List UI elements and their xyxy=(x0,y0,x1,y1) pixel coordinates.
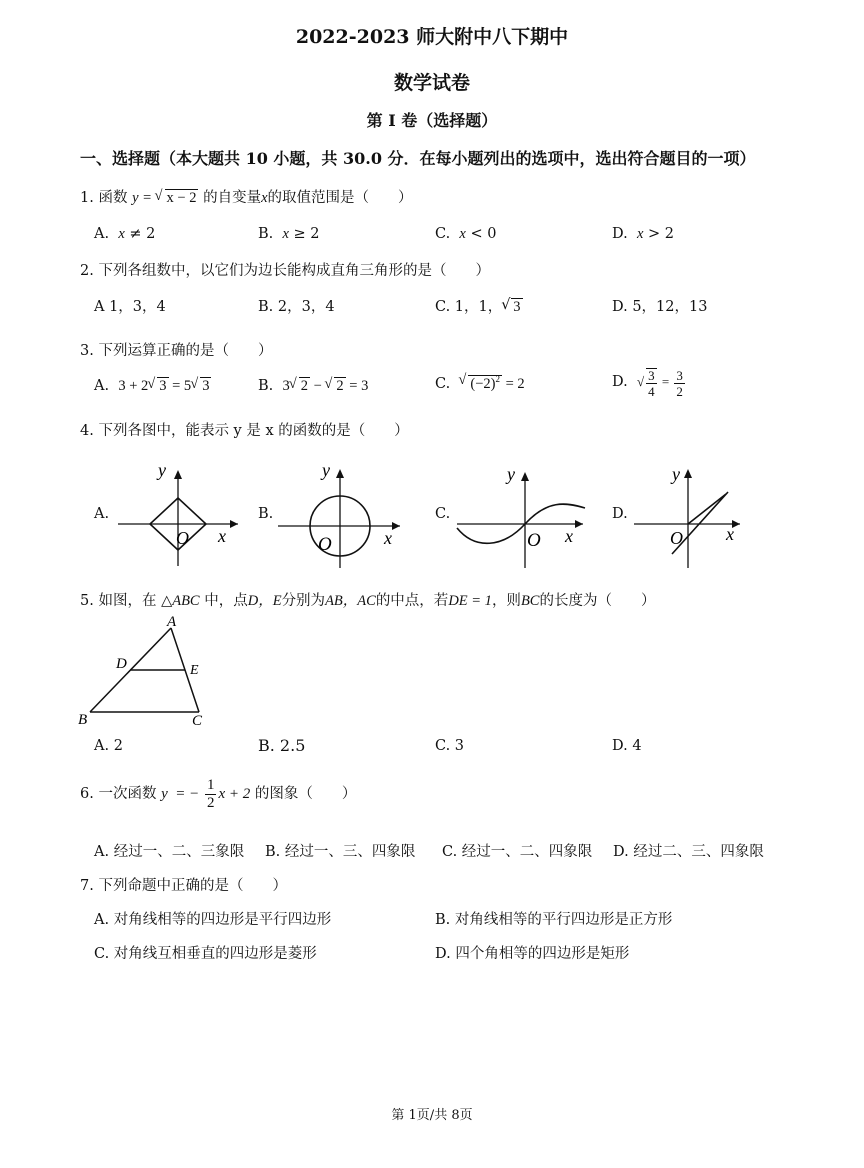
question-1: 1. 函数 y = √ x − 2 的自变量x的取值范围是（ ） xyxy=(80,186,413,207)
q1-option-d: D. x > 2 xyxy=(612,226,674,242)
question-7: 7. 下列命题中正确的是（ ） xyxy=(80,878,287,894)
q6-option-d: D. 经过二、三、四象限 xyxy=(613,844,764,860)
q7-option-d: D. 四个角相等的四边形是矩形 xyxy=(435,946,630,962)
q5-option-d: D. 4 xyxy=(612,738,642,754)
question-4: 4. 下列各图中，能表示 y 是 x 的函数的是（ ） xyxy=(80,423,409,439)
q1-option-c: C. x < 0 xyxy=(435,226,497,242)
graph-d-origin-label: O xyxy=(670,528,683,548)
page-number: 第 1页/共 8页 xyxy=(391,1108,473,1123)
graph-b-x-label: x xyxy=(384,528,392,548)
q4-option-a: A. xyxy=(94,506,110,522)
graph-a xyxy=(114,458,244,568)
q1-option-b: B. x ≥ 2 xyxy=(258,226,320,242)
triangle-figure xyxy=(72,612,222,732)
label-c: C xyxy=(192,713,203,729)
graph-d-y-label: y xyxy=(672,464,680,484)
q1-option-a: A. x ≠ 2 xyxy=(94,226,156,242)
question-5: 5. 如图，在 △ABC 中，点D，E分别为AB，AC的中点，若DE = 1，则BC的长度为（ ） xyxy=(80,593,656,609)
graph-c-origin-label: O xyxy=(527,530,541,551)
q1-suffix-2: 的取值范围是（ ） xyxy=(267,190,413,206)
graph-a-y-label: y xyxy=(158,460,166,480)
page-subtitle: 数学试卷 xyxy=(393,72,470,94)
graph-b-y-label: y xyxy=(322,460,330,480)
q6-option-c: C. 经过一、二、四象限 xyxy=(442,844,593,860)
graph-c-x-label: x xyxy=(565,526,573,546)
q6-formula: y = − $\frac{1}{2}$ x + 2 xyxy=(161,777,251,811)
question-6: 6. 一次函数 y = − $\frac{1}{2}$ x + 2 的图象（ ） xyxy=(80,777,357,811)
q2-option-d: D. 5，12，13 xyxy=(612,299,708,315)
q4-option-c: C. xyxy=(435,506,451,522)
q2-option-a: A 1，3，4 xyxy=(94,299,166,315)
q5-option-a: A. 2 xyxy=(94,738,123,754)
q5-option-c: C. 3 xyxy=(435,738,465,754)
label-d: D xyxy=(116,656,127,672)
q5-option-b: B. 2.5 xyxy=(258,736,306,755)
q2-option-b: B. 2，3，4 xyxy=(258,299,335,315)
label-a: A xyxy=(167,614,177,630)
q5-triangle: △ABC xyxy=(161,593,200,609)
q3-option-d: D. √ $\frac{3}{4}$ = $\frac{3}{2}$ xyxy=(612,367,683,399)
q6-option-a: A. 经过一、二、三象限 xyxy=(94,844,245,860)
graph-c xyxy=(455,458,590,568)
q3-option-c: C. √ $(-2)^2 = 2$ xyxy=(435,374,525,393)
q1-prefix: 函数 xyxy=(98,190,128,206)
graph-d xyxy=(632,458,752,568)
label-e: E xyxy=(190,663,199,678)
graph-c-y-label: y xyxy=(507,464,515,484)
q6-option-b: B. 经过一、三、四象限 xyxy=(265,844,416,860)
q7-option-a: A. 对角线相等的四边形是平行四边形 xyxy=(94,912,332,928)
section-heading: 一、选择题（本大题共 10 小题，共 30.0 分．在每小题列出的选项中，选出符合题目的一项） xyxy=(80,149,756,168)
graph-a-x-label: x xyxy=(218,526,226,546)
q1-formula: y = √ x − 2 xyxy=(132,190,198,206)
graph-d-x-label: x xyxy=(726,524,734,544)
q3-option-a: A. 3 + 2 √ 3 = 5 √ 3 xyxy=(94,378,211,395)
graph-b xyxy=(276,458,406,568)
question-2: 2. 下列各组数中，以它们为边长能构成直角三角形的是（ ） xyxy=(80,263,490,279)
q3-option-b: B. 3 √ 2 − √ 2 = 3 xyxy=(258,378,368,395)
label-b: B xyxy=(78,712,88,728)
volume-heading: 第 I 卷（选择题） xyxy=(366,111,498,130)
page-title: 2022-2023 师大附中八下期中 xyxy=(295,26,569,48)
q2-option-c: C. 1，1， √ 3 xyxy=(435,295,523,316)
q1-number: 1. xyxy=(80,190,94,206)
q4-option-d: D. xyxy=(612,506,628,522)
graph-b-origin-label: O xyxy=(318,534,332,555)
q7-option-b: B. 对角线相等的平行四边形是正方形 xyxy=(435,912,673,928)
q4-option-b: B. xyxy=(258,506,274,522)
graph-a-origin-label: O xyxy=(176,528,189,548)
q7-option-c: C. 对角线互相垂直的四边形是菱形 xyxy=(94,946,317,962)
q1-suffix: 的自变量 xyxy=(203,190,262,206)
question-3: 3. 下列运算正确的是（ ） xyxy=(80,343,273,359)
